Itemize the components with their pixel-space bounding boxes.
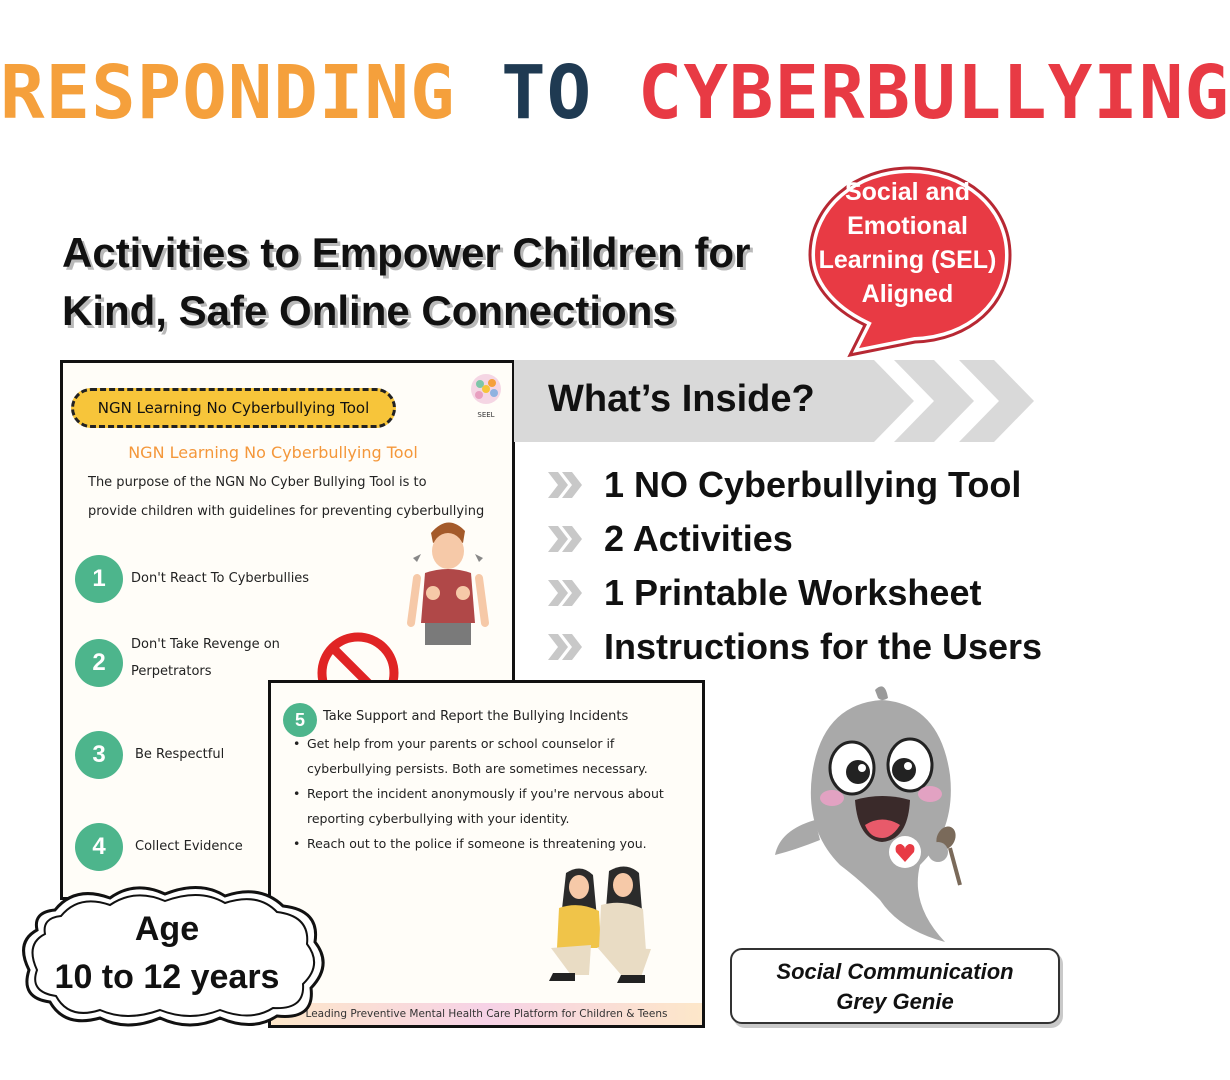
inside-item-text: 1 NO Cyberbullying Tool	[604, 464, 1022, 505]
step-number: 1	[75, 555, 123, 603]
report-preview-card	[268, 680, 705, 1028]
whats-inside-heading: What’s Inside?	[548, 378, 815, 420]
inside-item-text: 1 Printable Worksheet	[604, 572, 982, 613]
inside-list-item	[548, 514, 1068, 568]
inside-list-item	[548, 622, 1068, 676]
inside-item-text: Instructions for the Users	[604, 626, 1043, 667]
step-label: Be Respectful	[135, 747, 225, 762]
inside-list-item	[548, 568, 1068, 622]
upset-boy-illustration-icon	[403, 513, 493, 648]
tool-heading: NGN Learning No Cyberbullying Tool	[128, 443, 418, 462]
report-bullet-list	[307, 731, 697, 856]
double-chevron-icon	[548, 472, 584, 498]
sel-badge-text	[805, 175, 1010, 311]
inside-list-item	[548, 460, 1068, 514]
sel-line-1: Social and	[844, 178, 971, 206]
subtitle-line-1: Activities to Empower Children for	[62, 229, 751, 276]
inside-item-text: 2 Activities	[604, 518, 793, 559]
step-number: 2	[75, 639, 123, 687]
seel-logo-icon	[466, 371, 506, 421]
double-chevron-icon	[548, 526, 584, 552]
genie-caption-line-1: Social Communication	[776, 959, 1014, 984]
title-part-to: TO	[501, 50, 593, 136]
supporting-girls-illustration-icon	[531, 863, 676, 988]
page-title	[0, 50, 1230, 136]
step-5-number: 5	[283, 703, 317, 737]
tool-intro-line-1: The purpose of the NGN No Cyber Bullying Tool is to	[88, 475, 427, 490]
tool-intro-line-2: provide children with guidelines for preventing cyberbullying	[88, 504, 485, 519]
step-label: Don't Take Revenge on Perpetrators	[131, 637, 280, 679]
report-bullet: • Get help from your parents or school counselor if cyberbullying persists. Both are sometimes necessary.	[307, 731, 697, 781]
sel-line-4: Aligned	[861, 280, 954, 308]
seel-logo-label: SEEL	[477, 411, 495, 419]
whats-inside-list	[548, 460, 1068, 676]
sel-line-2: Emotional	[847, 212, 968, 240]
step-number: 3	[75, 731, 123, 779]
step-number: 4	[75, 823, 123, 871]
title-part-responding: RESPONDING	[0, 50, 456, 136]
title-part-cyberbullying: CYBERBULLYING	[637, 50, 1230, 136]
age-text	[22, 905, 312, 1001]
subtitle-line-2: Kind, Safe Online Connections	[62, 287, 676, 334]
tool-title-pill: NGN Learning No Cyberbullying Tool	[71, 388, 396, 428]
step-5-title: Take Support and Report the Bullying Incidents	[323, 709, 629, 724]
report-bullet: • Report the incident anonymously if you're nervous about reporting cyberbullying with your identity.	[307, 781, 697, 831]
step-label: Don't React To Cyberbullies	[131, 571, 310, 586]
card-footer: Leading Preventive Mental Health Care Platform for Children & Teens	[271, 1003, 702, 1025]
genie-caption-line-2: Grey Genie	[836, 989, 954, 1014]
report-bullet: • Reach out to the police if someone is threatening you.	[307, 831, 697, 856]
double-chevron-icon	[548, 580, 584, 606]
step-label: Collect Evidence	[135, 839, 243, 854]
subtitle	[62, 224, 822, 340]
age-label: Age	[134, 910, 200, 948]
age-range: 10 to 12 years	[54, 958, 280, 996]
sel-line-3: Learning (SEL)	[818, 246, 997, 274]
genie-caption	[730, 948, 1060, 1024]
grey-genie-mascot-icon	[770, 680, 1000, 950]
double-chevron-icon	[548, 634, 584, 660]
